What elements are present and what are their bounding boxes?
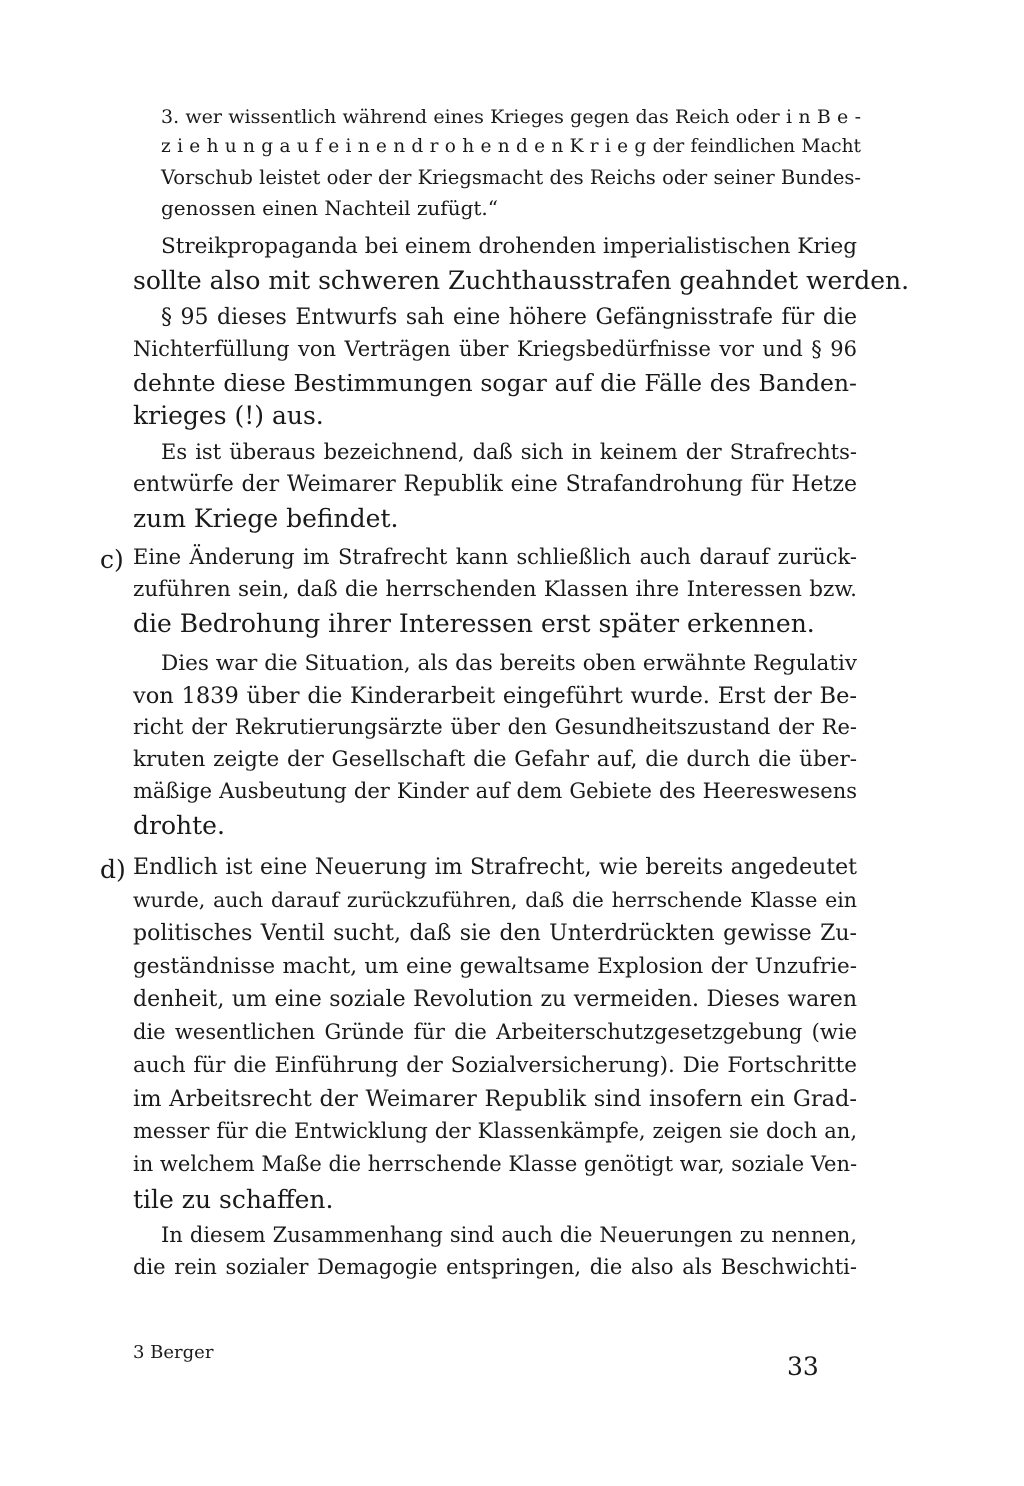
paragraph-line: geständnisse macht, um eine gewaltsame Explosion der Unzufrie- [133,954,857,979]
paragraph-line: die Bedrohung ihrer Interessen erst später erkennen. [133,609,815,638]
signature-mark: 3 Berger [133,1342,214,1363]
paragraph-line: entwürfe der Weimarer Republik eine Strafandrohung für Hetze [133,472,857,497]
paragraph-line: wurde, auch darauf zurückzuführen, daß die herrschende Klasse ein [133,888,857,912]
quote-line: genossen einen Nachteil zufügt.“ [161,196,499,220]
paragraph-line: dehnte diese Bestimmungen sogar auf die Fälle des Banden- [133,369,857,397]
paragraph-line: die rein sozialer Demagogie entspringen, die also als Beschwichti- [133,1255,857,1279]
paragraph-line: im Arbeitsrecht der Weimarer Republik sind insofern ein Grad- [133,1086,857,1112]
paragraph-line: § 95 dieses Entwurfs sah eine höhere Gefängnisstrafe für die [161,305,857,330]
paragraph-line: denheit, um eine soziale Revolution zu vermeiden. Dieses waren [133,987,857,1012]
paragraph-line: In diesem Zusammenhang sind auch die Neuerungen zu nennen, [161,1223,857,1247]
paragraph-line: Eine Änderung im Strafrecht kann schließlich auch darauf zurück- [133,545,857,569]
paragraph-line: Es ist überaus bezeichnend, daß sich in keinem der Strafrechts- [161,440,857,464]
paragraph-line: tile zu schaffen. [133,1185,334,1214]
paragraph-line: zum Kriege befindet. [133,504,399,533]
paragraph-line: kruten zeigte der Gesellschaft die Gefahr auf, die durch die über- [133,747,857,772]
paragraph-line: Nichterfüllung von Verträgen über Kriegsbedürfnisse vor und § 96 [133,337,857,361]
paragraph-line: Endlich ist eine Neuerung im Strafrecht, wie bereits angedeutet [133,855,857,880]
paragraph-line: in welchem Maße die herrschende Klasse genötigt war, soziale Ven- [133,1152,858,1176]
list-label: d) [100,855,126,884]
paragraph-line: zuführen sein, daß die herrschenden Klassen ihre Interessen bzw. [133,577,857,602]
quote-line: Vorschub leistet oder der Kriegsmacht des Reichs oder seiner Bundes- [161,166,861,189]
paragraph-line: die wesentlichen Gründe für die Arbeiterschutzgesetzgebung (wie [133,1020,857,1044]
quote-line: z i e h u n g a u f e i n e n d r o h e n d e n K r i e g der feindlichen Macht [161,136,861,157]
paragraph-line: drohte. [133,811,225,840]
paragraph-line: krieges (!) aus. [133,401,324,430]
page-number: 33 [787,1352,819,1381]
paragraph-line: Dies war die Situation, als das bereits oben erwähnte Regulativ [161,651,857,676]
paragraph-line: Streikpropaganda bei einem drohenden imperialistischen Krieg [161,234,857,259]
paragraph-line: auch für die Einführung der Sozialversicherung). Die Fortschritte [133,1053,857,1078]
paragraph-line: politisches Ventil sucht, daß sie den Unterdrückten gewisse Zu- [133,921,857,946]
paragraph-line: messer für die Entwicklung der Klassenkämpfe, zeigen sie doch an, [133,1119,857,1143]
paragraph-line: richt der Rekrutierungsärzte über den Gesundheitszustand der Re- [133,715,857,739]
paragraph-line: sollte also mit schweren Zuchthausstrafen geahndet werden. [133,266,910,295]
quote-line: 3. wer wissentlich während eines Krieges gegen das Reich oder i n B e - [161,106,861,128]
list-label: c) [100,545,124,574]
paragraph-line: von 1839 über die Kinderarbeit eingeführt wurde. Erst der Be- [133,683,857,709]
paragraph-line: mäßige Ausbeutung der Kinder auf dem Gebiete des Heereswesens [133,779,857,803]
